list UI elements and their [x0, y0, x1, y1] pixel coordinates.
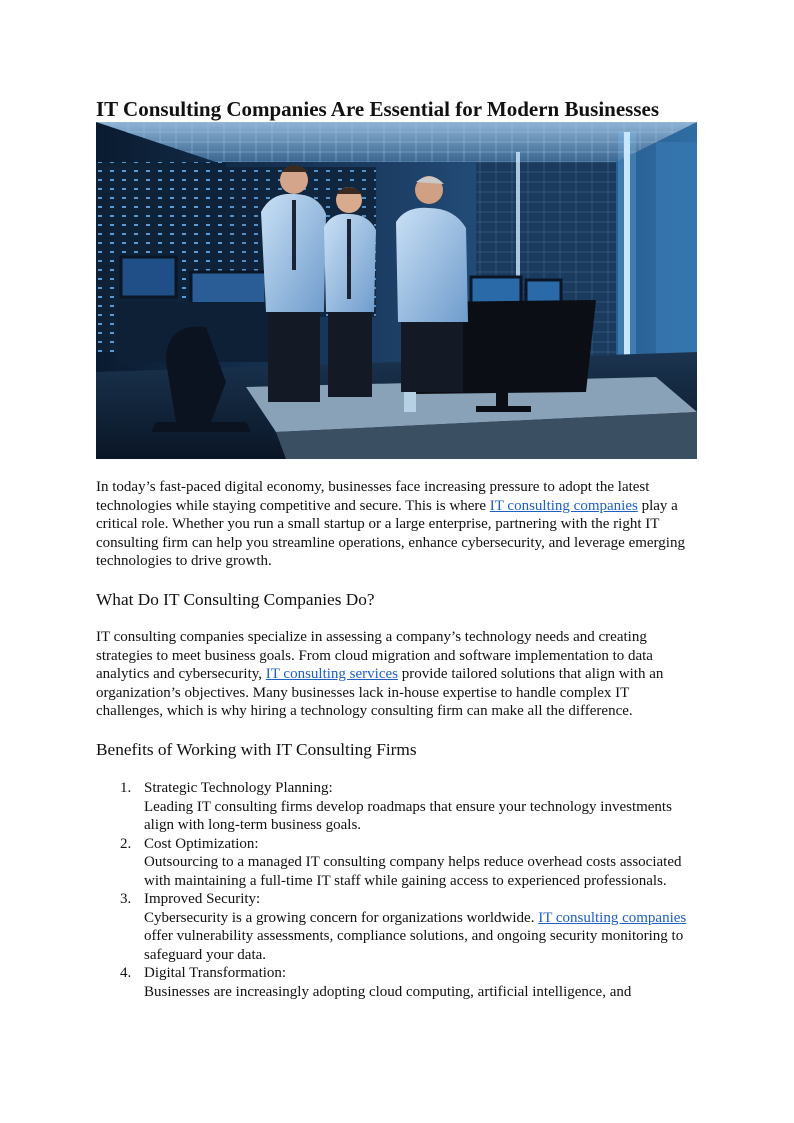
list-item: [96, 835, 696, 891]
section1-paragraph: [96, 628, 696, 721]
it-consulting-companies-link-2[interactable]: IT consulting companies: [538, 909, 687, 926]
list-number: 1.: [120, 780, 132, 796]
list-number: 2.: [120, 835, 132, 852]
list-item: [96, 964, 696, 1001]
intro-text-end: play a critical role. Whether you run a small startup or a large enterprise, partnering with the right IT consulting firm can help you streamline operations, enhance cybersecurity, and leverage emerging technologies to drive growth.: [96, 497, 685, 570]
list-number: 4.: [120, 965, 132, 981]
benefits-list: [96, 779, 696, 1001]
list-item: [96, 779, 696, 835]
list-item-body-start: Cybersecurity is a growing concern for organizations worldwide.: [144, 909, 539, 926]
it-consulting-services-link[interactable]: IT consulting services: [265, 666, 398, 683]
list-item-title: Improved Security:: [144, 891, 261, 907]
section-heading-benefits: Benefits of Working with IT Consulting Firms: [96, 740, 417, 759]
intro-paragraph: [96, 478, 696, 571]
section-heading-what-do: What Do IT Consulting Companies Do?: [96, 590, 375, 609]
page-title: IT Consulting Companies Are Essential for Modern Businesses: [96, 97, 660, 121]
list-item-title: Strategic Technology Planning:: [144, 780, 333, 796]
section1-text-start: IT consulting companies specialize in assessing a company’s technology needs and creating strategies to meet business goals. From cloud migration and software implementation to data analytics and cybersecurity,: [96, 629, 653, 683]
list-item-title: Cost Optimization:: [144, 835, 259, 852]
list-item-body: Outsourcing to a managed IT consulting company helps reduce overhead costs associated with maintaining a full-time IT staff while gaining access to experienced professionals.: [144, 854, 682, 889]
list-item-body-end: offer vulnerability assessments, compliance solutions, and ongoing security monitoring to safeguard your data.: [144, 928, 684, 963]
server-room-photo: [96, 122, 697, 459]
list-item: [96, 890, 696, 964]
section1-text-end: provide tailored solutions that align with an organization’s objectives. Many businesses lack in-house expertise to handle complex IT challenges, which is why hiring a technology consulting firm can make all the difference.: [96, 666, 664, 720]
list-item-body: Businesses are increasingly adopting cloud computing, artificial intelligence, and: [144, 983, 632, 1000]
list-item-body: Leading IT consulting firms develop roadmaps that ensure your technology investments align with long-term business goals.: [144, 798, 672, 833]
list-item-title: Digital Transformation:: [144, 965, 287, 981]
it-consulting-companies-link[interactable]: IT consulting companies: [489, 497, 638, 514]
hero-image: [96, 122, 697, 459]
intro-text-start: In today’s fast-paced digital economy, businesses face increasing pressure to adopt the latest technologies while staying competitive and secure. This is where: [96, 479, 650, 514]
list-number: 3.: [120, 891, 132, 907]
list-item-body: [144, 909, 696, 965]
